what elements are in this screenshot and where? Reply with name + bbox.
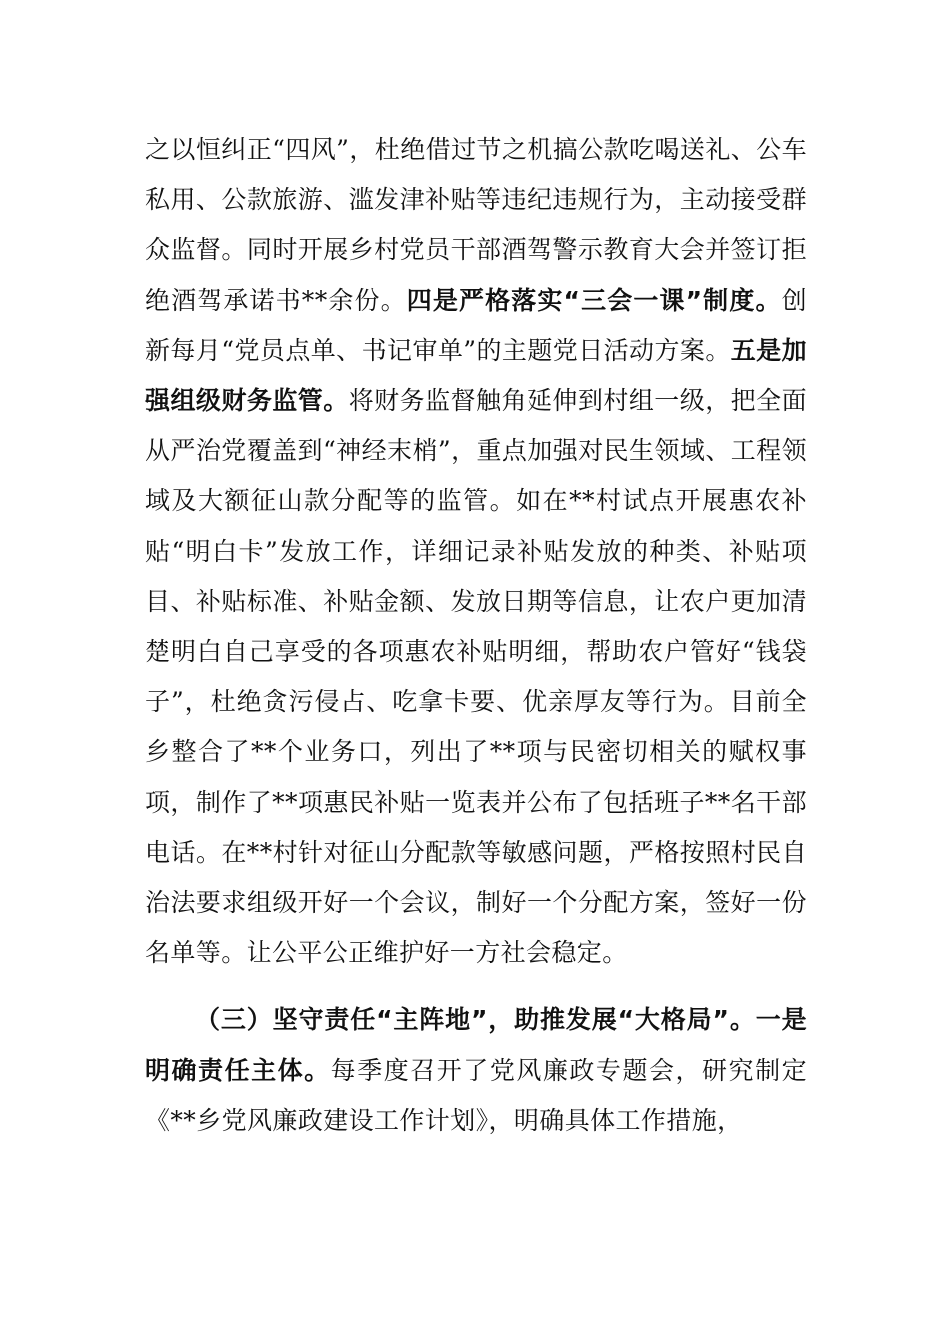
paragraph-2 bbox=[145, 995, 807, 1146]
section-heading: （三）坚守责任“主阵地”，助推发展“大格局”。 bbox=[195, 1005, 756, 1035]
paragraph-2-bold-1: 一是明确责任主体。 bbox=[145, 1005, 807, 1085]
paragraph-1 bbox=[145, 125, 807, 978]
paragraph-1-text-3: 将财务监督触角延伸到村组一级，把全面从严治党覆盖到“神经末梢”，重点加强对民生领域、工程领域及大额征山款分配等的监管。如在**村试点开展惠农补贴“明白卡”发放工作，详细记录补贴发放的种类、补贴项目、补贴标准、补贴金额、发放日期等信息，让农户更加清楚明白自己享受的各项惠农补贴明细，帮助农户管好“钱袋子”，杜绝贪污侵占、吃拿卡要、优亲厚友等行为。目前全乡整合了**个业务口，列出了**项与民密切相关的赋权事项，制作了**项惠民补贴一览表并公布了包括班子**名干部电话。在**村针对征山分配款等敏感问题，严格按照村民自治法要求组级开好一个会议，制好一个分配方案，签好一份名单等。让公平公正维护好一方社会稳定。 bbox=[145, 386, 808, 968]
paragraph-1-bold-1: 四是严格落实“三会一课”制度。 bbox=[406, 285, 782, 315]
document-body bbox=[145, 125, 807, 1146]
paragraph-2-text-1: 每季度召开了党风廉政专题会，研究制定《**乡党风廉政建设工作计划》，明确具体工作措施， bbox=[145, 1055, 807, 1135]
paragraph-1-text-1: 之以恒纠正“四风”，杜绝借过节之机搞公款吃喝送礼、公车私用、公款旅游、滥发津补贴等违纪违规行为，主动接受群众监督。同时开展乡村党员干部酒驾警示教育大会并签订拒绝酒驾承诺书**余份。 bbox=[145, 135, 807, 315]
paragraph-1-bold-2: 五是加强组级财务监管。 bbox=[145, 335, 807, 416]
paragraph-1-text-2: 创新每月“党员点单、书记审单”的主题党日活动方案。 bbox=[145, 285, 807, 365]
